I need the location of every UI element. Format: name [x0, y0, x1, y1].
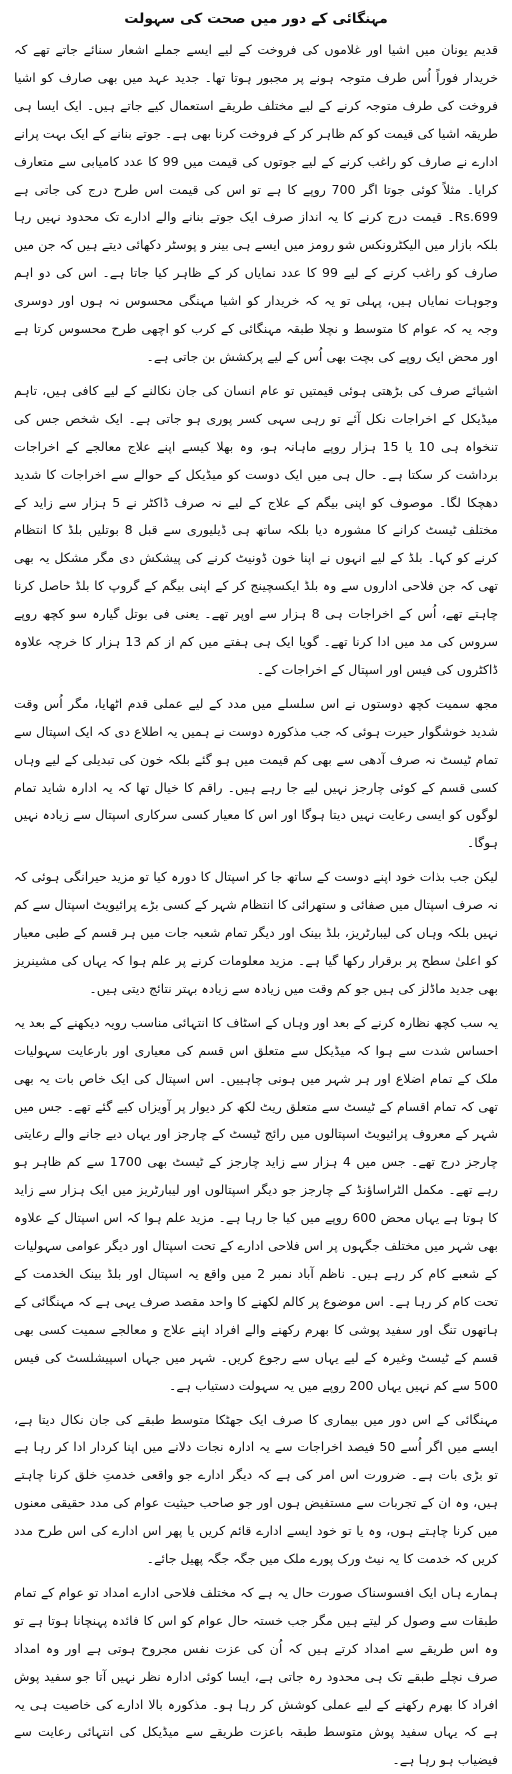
article-paragraph-3: مجھ سمیت کچھ دوستوں نے اس سلسلے میں مدد کے لیے عملی قدم اٹھایا، مگر اُس وقت شدید خوشگوار حیرت ہوئی کہ جب مذکورہ دوست نے ہمیں یہ اطلاع دی کہ ایک اسپتال سے تمام ٹیسٹ نہ صرف آدھی سے بھی کم قیمت میں ہو گئے بلکہ خون کی تبدیلی کے لیے وہاں کسی قسم کے کوئی چارجز نہیں لیے جا رہے ہیں۔ راقم کا خیال تھا کہ یہ ادارہ شاید تمام لوگوں کو ایسی رعایت نہیں دیتا ہوگا اور اس کا معیار کسی سرکاری اسپتال سے زیادہ نہیں ہوگا۔	[14, 695, 498, 851]
article-paragraph-4: لیکن جب بذات خود اپنے دوست کے ساتھ جا کر اسپتال کا دورہ کیا تو مزید حیرانگی ہوئی کہ نہ صرف اسپتال میں صفائی و ستھرائی کا انتظام شہر کے کسی بڑے پرائیویٹ اسپتال سے کم نہیں بلکہ وہاں کی لیبارٹریز، بلڈ بینک اور دیگر تمام شعبہ جات میں ہر قسم کے طبی معیار کو اعلیٰ سطح پر برقرار رکھا گیا ہے۔ مزید معلومات کرنے پر علم ہوا کہ یہاں کی مشینریز بھی جدید ماڈلز کی ہیں جو کم وقت میں زیادہ سے زیادہ بہتر نتائج دیتی ہیں۔	[14, 869, 498, 996]
article-paragraph-5: یہ سب کچھ نظارہ کرنے کے بعد اور وہاں کے اسٹاف کا انتہائی مناسب رویہ دیکھنے کے بعد یہ احساس شدت سے ہوا کہ میڈیکل سے متعلق اس قسم کی معیاری اور بارعایت سہولیات ملک کے تمام اضلاع اور ہر شہر میں ہونی چاہییں۔ اس اسپتال کی ایک خاص بات یہ بھی تھی کہ تمام اقسام کے ٹیسٹ سے متعلق ریٹ لکھ کر دیوار پر آویزاں کیے گئے تھے۔ جس میں شہر کے معروف پرائیویٹ اسپتالوں میں رائج ٹیسٹ کے چارجز اور یہاں دیے جانے والے رعایتی چارجز درج تھے۔ جس میں 4 ہزار سے زاید چارجز کے ٹیسٹ بھی 1700 سے کم ظاہر ہو رہے تھے۔ مکمل الٹراساؤنڈ کے چارجز جو دیگر اسپتالوں اور لیبارٹریز میں ایک ہزار سے زاید کا ہوتا ہے یہاں محض 600 روپے میں کیا جا رہا ہے۔ مزید علم ہوا کہ اس اسپتال کے علاوہ بھی شہر میں مختلف جگہوں پر اس فلاحی ادارے کے تحت اسپتال اور دیگر عوامی سہولیات کے شعبے کام کر رہے ہیں۔ ناظم آباد نمبر 2 میں واقع یہ اسپتال اور بلڈ بینک الخدمت کے تحت کام کر رہا ہے۔ اس موضوع پر کالم لکھنے کا واحد مقصد صرف یہی ہے کہ مہنگائی کے ہاتھوں تنگ اور سفید پوشی کا بھرم رکھنے والے افراد اپنے علاج و معالجے سمیت کسی بھی قسم کے ٹیسٹ وغیرہ کے لیے یہاں سے رجوع کریں۔ شہر میں جہاں اسپیشلسٹ کی فیس 500 سے کم نہیں یہاں 200 روپے میں یہ سہولت دستیاب ہے۔	[14, 1014, 498, 1393]
article-paragraph-6: مہنگائی کے اس دور میں بیماری کا صرف ایک جھٹکا متوسط طبقے کی جان نکال دیتا ہے، ایسے میں اگر اُسے 50 فیصد اخراجات سے یہ ادارہ نجات دلانے میں اپنا کردار ادا کر رہا ہے تو بڑی بات ہے۔ ضرورت اس امر کی ہے کہ دیگر ادارے جو واقعی خدمتِ خلق کرنا چاہتے ہیں، وہ ان کے تجربات سے مستفیض ہوں اور جو صاحب حیثیت عوام کی مدد حقیقی معنوں میں کرنا چاہتے ہوں، وہ یا تو خود ایسے ادارے قائم کریں یا پھر اس ادارے کی اس طرح مدد کریں کہ خدمت کا یہ نیٹ ورک پورے ملک میں جگہ جگہ پھیل جائے۔	[14, 1411, 498, 1567]
article-paragraph-7: ہمارے ہاں ایک افسوسناک صورت حال یہ ہے کہ مختلف فلاحی ادارے امداد تو عوام کے تمام طبقات سے وصول کر لیتے ہیں مگر جب خستہ حال عوام کو اس کا فائدہ پہنچانا ہوتا ہے تو وہ اس طریقے سے امداد کرتے ہیں کہ اُن کی عزت نفس مجروح ہوتی ہے اور وہ امداد صرف نچلے طبقے تک ہی محدود رہ جاتی ہے، ایسا کوئی ادارہ نظر نہیں آتا جو سفید پوش افراد کا بھرم رکھنے کے لیے عملی کوشش کر رہا ہو۔ مذکورہ بالا ادارے کی خاصیت ہی یہ ہے کہ یہاں سفید پوش متوسط طبقہ باعزت طریقے سے میڈیکل کی انتہائی رعایت سے فیضیاب ہو رہا ہے۔	[14, 1584, 498, 1768]
article-paragraph-2: اشیائے صرف کی بڑھتی ہوئی قیمتیں تو عام انسان کی جان نکالنے کے لیے کافی ہیں، تاہم میڈیکل کے اخراجات نکل آئے تو رہی سہی کسر پوری ہو جاتی ہے۔ ایک شخص جس کی تنخواہ ہی 10 یا 15 ہزار روپے ماہانہ ہو، وہ بھلا کیسے اپنے علاج معالجے کے اخراجات برداشت کر سکتا ہے۔ حال ہی میں ایک دوست کو میڈیکل کے حوالے سے اخراجات کا شدید دھچکا لگا۔ موصوف کو اپنی بیگم کے علاج کے لیے نہ صرف ڈاکٹر نے 5 ہزار سے زاید کے مختلف ٹیسٹ کرانے کا مشورہ دیا بلکہ ساتھ ہی ڈیلیوری سے قبل 8 بوتلیں بلڈ کا انتظام کرنے کو کہا۔ بلڈ کے لیے انہوں نے اپنا خون ڈونیٹ کرنے کی پیشکش دی مگر مشکل یہ بھی تھی کہ جن فلاحی اداروں سے وہ بلڈ ایکسچینج کر کے اپنی بیگم کے گروپ کا بلڈ حاصل کرنا چاہتے تھے، اُس کے اخراجات ہی 8 ہزار سے اوپر تھے۔ یعنی فی بوتل گیارہ سو کچھ روپے سروس کی مد میں ادا کرنا تھے۔ گویا ایک ہی ہفتے میں کم از کم 13 ہزار کا خرچہ علاوہ ڈاکٹروں کی فیس اور اسپتال کے اخراجات کے۔	[14, 382, 498, 677]
article-paragraph-1: قدیم یونان میں اشیا اور غلاموں کی فروخت کے لیے ایسے جملے اشعار سنائے جاتے تھے کہ خریدار فوراً اُس طرف متوجہ ہونے پر مجبور ہوتا تھا۔ جدید عہد میں بھی صارف کو اشیا فروخت کی طرف متوجہ کرنے کے لیے مختلف طریقے استعمال کیے جاتے ہیں۔ ایک ایسا ہی طریقہ اشیا کی قیمت کو کم ظاہر کر کے فروخت کرنا بھی ہے۔ جوتے بنانے کے ایک بہت پرانے ادارے نے صارف کو راغب کرنے کے لیے جوتوں کی قیمت میں 99 کا عدد کامیابی سے متعارف کرایا۔ مثلاً کوئی جوتا اگر 700 روپے کا ہے تو اس کی قیمت اس طرح درج کی جاتی ہے Rs.699۔ قیمت درج کرنے کا یہ انداز صرف ایک جوتے بنانے والے ادارے تک محدود نہیں رہا بلکہ بازار میں الیکٹرونکس شو رومز میں ایسے ہی بینر و پوسٹر دکھائی دیتے ہیں کہ جن میں صارف کو راغب کرنے کے لیے 99 کا عدد نمایاں کر کے ظاہر کیا جاتا ہے۔ اس کی دو اہم وجوہات نمایاں ہیں، پہلی تو یہ کہ خریدار کو اشیا مہنگی محسوس نہ ہوں اور دوسری وجہ یہ کہ عوام کا متوسط و نچلا طبقہ مہنگائی کے کرب کو اچھی طرح محسوس کرتا ہے اور محض ایک روپے کی بچت بھی اُس کے لیے پرکشش بن جاتی ہے۔	[14, 42, 498, 364]
article-title: مہنگائی کے دور میں صحت کی سہولت	[124, 11, 388, 27]
